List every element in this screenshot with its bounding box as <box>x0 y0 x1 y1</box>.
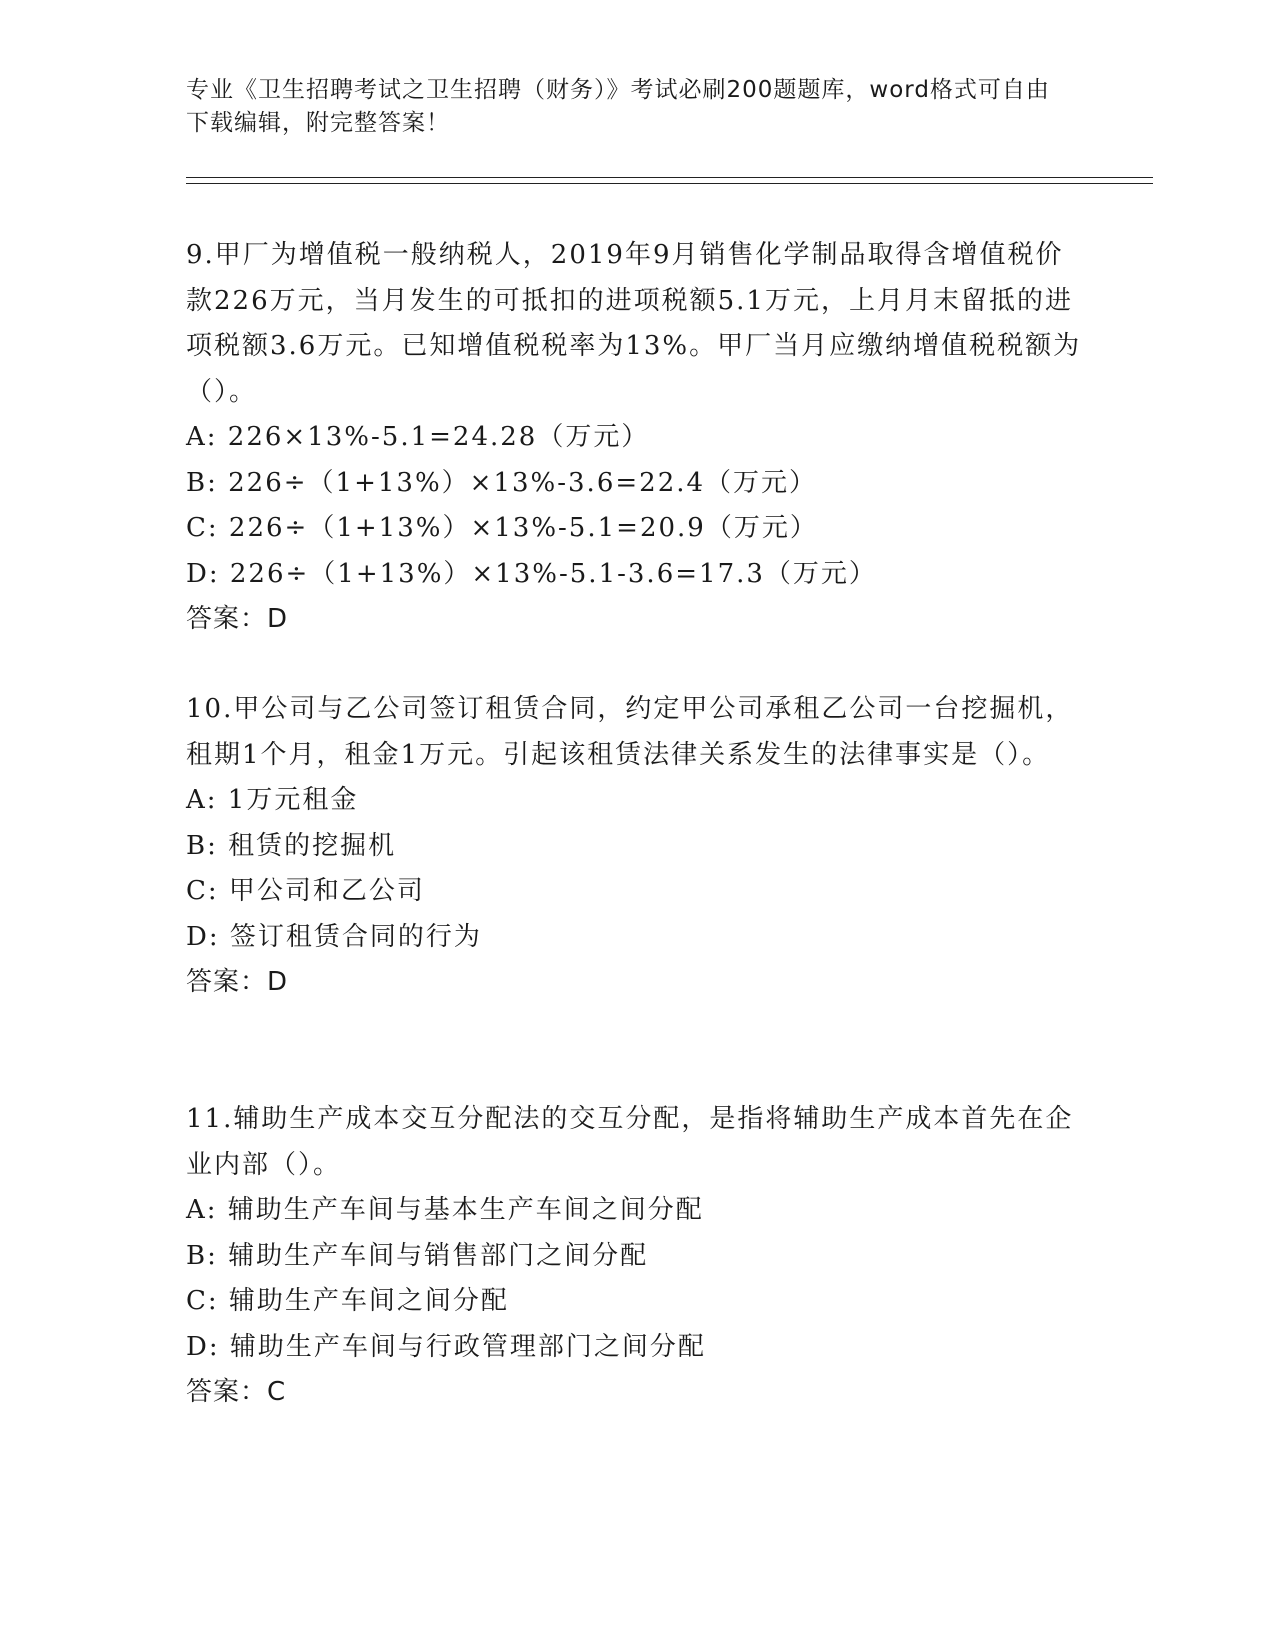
question-stem: 9.甲厂为增值税一般纳税人，2019年9月销售化学制品取得含增值税价款226万元，当月发生的可抵扣的进项税额5.1万元，上月月末留抵的进项税额3.6万元。已知增值税税率为13%。甲厂当月应缴纳增值税税额为（）。 <box>186 240 1082 407</box>
header-divider-bottom <box>186 183 1153 184</box>
question-stem: 10.甲公司与乙公司签订租赁合同，约定甲公司承租乙公司一台挖掘机，租期1个月，租金1万元。引起该租赁法律关系发生的法律事实是（）。 <box>186 694 1074 770</box>
document-header: 专业《卫生招聘考试之卫生招聘（财务）》考试必刷200题题库，word格式可自由下载编辑，附完整答案！ <box>186 77 1050 136</box>
question-stem: 11.辅助生产成本交互分配法的交互分配，是指将辅助生产成本首先在企业内部（）。 <box>186 1104 1074 1180</box>
option-a: A: 1万元租金 <box>186 785 359 815</box>
question-11 <box>186 1097 1086 1416</box>
option-c: C: 甲公司和乙公司 <box>186 876 425 906</box>
option-b: B: 226÷（1+13%）×13%-3.6=22.4（万元） <box>186 467 818 498</box>
option-b: B: 租赁的挖掘机 <box>186 830 397 861</box>
answer: 答案：D <box>186 604 289 634</box>
answer: 答案：D <box>186 967 289 997</box>
option-a: A: 辅助生产车间与基本生产车间之间分配 <box>186 1195 704 1225</box>
question-9 <box>186 233 1086 643</box>
header-divider-top <box>186 177 1153 178</box>
question-10 <box>186 687 1086 1006</box>
option-d: D: 226÷（1+13%）×13%-5.1-3.6=17.3（万元） <box>186 558 877 589</box>
option-c: C: 辅助生产车间之间分配 <box>186 1286 509 1316</box>
option-a: A: 226×13%-5.1=24.28（万元） <box>186 422 650 452</box>
option-b: B: 辅助生产车间与销售部门之间分配 <box>186 1240 649 1271</box>
option-d: D: 辅助生产车间与行政管理部门之间分配 <box>186 1331 706 1362</box>
option-c: C: 226÷（1+13%）×13%-5.1=20.9（万元） <box>186 513 818 543</box>
option-d: D: 签订租赁合同的行为 <box>186 921 482 952</box>
answer: 答案：C <box>186 1377 287 1407</box>
